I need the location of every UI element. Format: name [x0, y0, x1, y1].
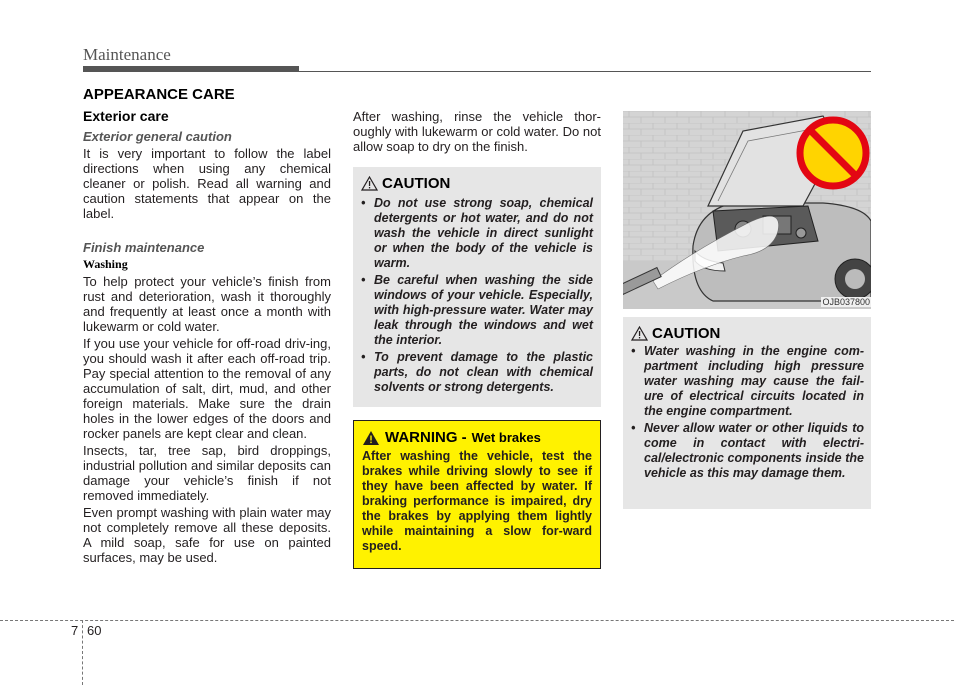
washing-paragraph-3: Insects, tar, tree sap, bird droppings, industrial pollution and similar deposits can damage your vehicle’s finish if not removed immediately.	[83, 443, 331, 503]
page-number: 60	[87, 623, 102, 638]
warning-box-wet-brakes	[353, 420, 601, 569]
header-rule	[83, 71, 871, 72]
footer-divider	[82, 620, 83, 685]
engine-washing-illustration	[623, 111, 871, 309]
caution-title: CAUTION	[382, 175, 451, 192]
washing-paragraph-1: To help protect your vehicle’s finish from rust and deterioration, wash it thoroughly and frequently at least once a month with lukewarm or cold water.	[83, 274, 331, 334]
caution-item: • Never allow water or other liquids to come in contact with electri-cal/electronic components inside the vehicle as this may damage them.	[631, 421, 864, 480]
warning-subtitle: Wet brakes	[471, 430, 541, 445]
washing-heading: Washing	[83, 257, 128, 271]
image-code: OJB037800	[822, 297, 870, 307]
section-title: Maintenance	[83, 45, 171, 64]
washing-paragraph-2: If you use your vehicle for off-road driv-ing, you should wash it after each off-road trip. Pay special attention to the removal of any accumulation of salt, dirt, mud, and other foreign materials. Make sure the drain holes in the lower edges of the doors and rocker panels are kept clear and clean.	[83, 336, 331, 441]
general-caution-text: It is very important to follow the label directions when using any chemical cleaner or polish. Read all warning and caution statements that appear on the label.	[83, 146, 331, 221]
finish-maintenance-heading: Finish maintenance	[83, 240, 205, 255]
caution-item: • Be careful when washing the side windows of your vehicle. Especially, with high-pressure water. Water may leak through the windows and wet the interior.	[361, 273, 593, 347]
caution-item: • To prevent damage to the plastic parts, do not clean with chemical solvents or strong detergents.	[361, 350, 593, 394]
rinse-paragraph: After washing, rinse the vehicle thor-oughly with lukewarm or cold water. Do not allow soap to dry on the finish.	[353, 109, 601, 154]
caution-title: CAUTION	[652, 325, 721, 342]
warning-text: After washing the vehicle, test the brakes while driving slowly to see if they have been affected by water. If braking performance is impaired, dry the brakes by applying them lightly while maintaining a slow for-ward speed.	[362, 449, 592, 553]
caution-triangle-icon	[361, 176, 378, 191]
caution-item: • Do not use strong soap, chemical detergents or hot water, and do not wash the vehicle in direct sunlight or when the body of the vehicle is warm.	[361, 196, 593, 270]
caution-box-engine	[623, 317, 871, 509]
warning-title: WARNING -	[385, 429, 467, 446]
warning-triangle-icon	[362, 430, 380, 446]
footer-rule	[0, 620, 954, 621]
caution-triangle-icon	[631, 326, 648, 341]
left-column	[83, 109, 331, 567]
caution-box-washing	[353, 167, 601, 407]
chapter-number: 7	[71, 623, 79, 638]
caution-item: • Water washing in the engine com-partment including high pressure water washing may cause the fail-ure of electrical circuits located in the engine compartment.	[631, 344, 864, 418]
page-heading: APPEARANCE CARE	[83, 86, 235, 103]
exterior-care-heading: Exterior care	[83, 108, 169, 124]
general-caution-heading: Exterior general caution	[83, 129, 232, 144]
washing-paragraph-4: Even prompt washing with plain water may not completely remove all these deposits. A mild soap, safe for use on painted surfaces, may be used.	[83, 505, 331, 565]
